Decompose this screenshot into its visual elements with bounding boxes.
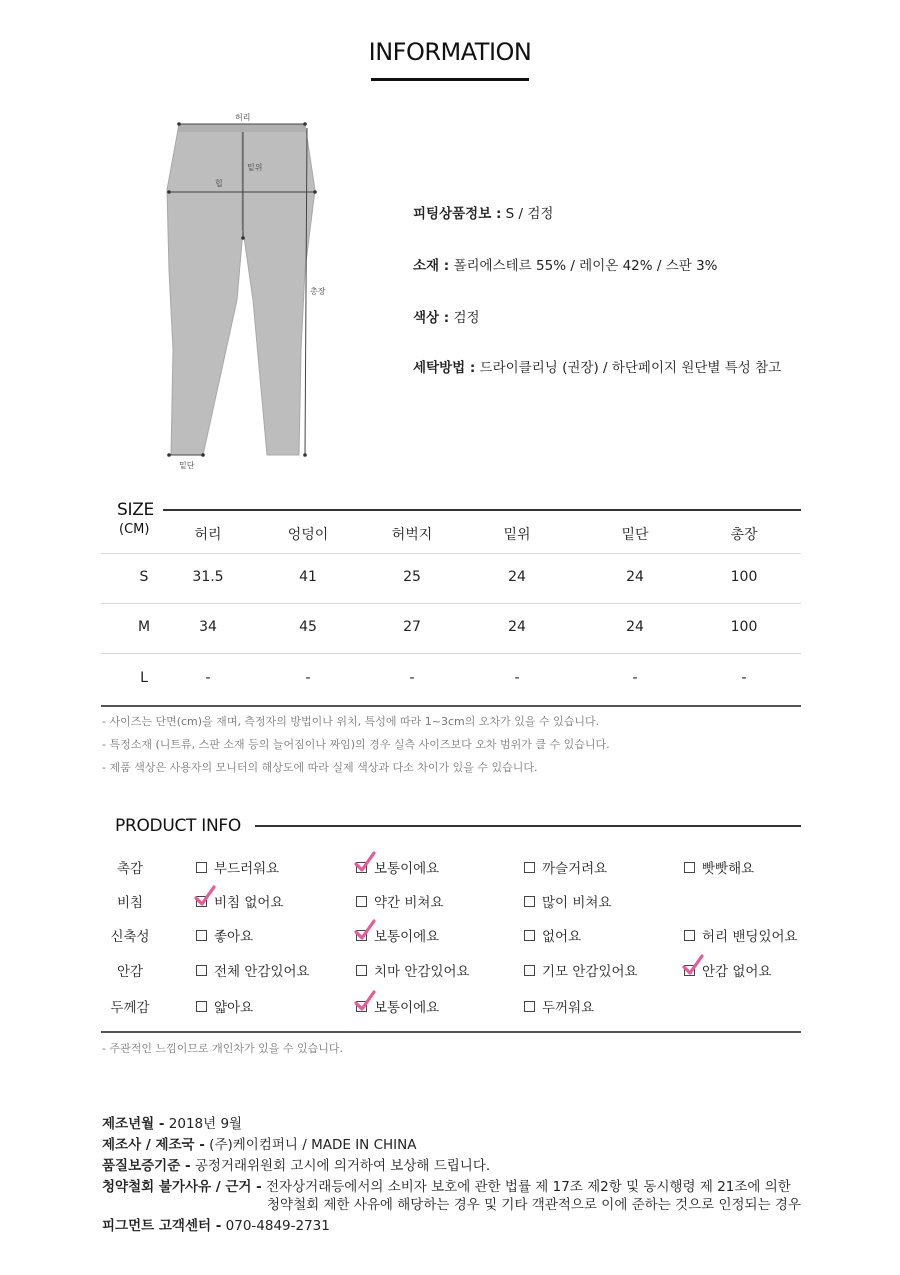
size-unit: (CM) [119, 522, 150, 537]
checkbox-icon [524, 862, 535, 873]
size-cell: 100 [730, 619, 758, 635]
product-option [356, 996, 439, 1016]
product-option-label: 보통이에요 [374, 861, 440, 877]
size-cell: - [409, 670, 415, 686]
waist-dim-label: 허리 [235, 113, 251, 122]
size-cell: 24 [508, 569, 526, 585]
product-option-label: 두꺼워요 [542, 1000, 595, 1016]
rise-dim-label: 밑위 [247, 163, 263, 172]
product-attr-label: 두께감 [110, 1000, 150, 1016]
size-cell: 24 [508, 619, 526, 635]
product-option-label: 보통이에요 [374, 1000, 440, 1016]
size-row-label: S [139, 569, 149, 585]
size-cell: 31.5 [192, 569, 224, 585]
product-option-label: 전체 안감있어요 [214, 964, 310, 980]
info-material: 소재 : 폴리에스테르 55% / 레이온 42% / 스판 3% [413, 258, 718, 274]
checkmark-icon [682, 954, 704, 976]
checked-box-icon [356, 1001, 367, 1012]
product-option [684, 925, 798, 945]
product-option-label: 비침 없어요 [214, 895, 284, 911]
size-cell: - [632, 670, 638, 686]
length-dim-label: 총장 [310, 287, 326, 296]
checkbox-icon [356, 896, 367, 907]
size-note-1: - 사이즈는 단면(cm)을 재며, 측정자의 방법이나 위치, 특성에 따라 1~3cm의 오차가 있을 수 있습니다. [102, 715, 600, 728]
checkmark-icon [194, 885, 216, 907]
product-option [524, 857, 607, 877]
product-option-label: 많이 비쳐요 [542, 895, 612, 911]
checkbox-icon [196, 862, 207, 873]
checkbox-icon [684, 862, 695, 873]
checked-box-icon [684, 965, 695, 976]
product-option [196, 891, 284, 911]
size-cell: 27 [403, 619, 421, 635]
product-option [356, 891, 444, 911]
checkbox-icon [524, 1001, 535, 1012]
info-fitting: 피팅상품정보 : S / 검정 [413, 206, 554, 222]
product-option-label: 빳빳해요 [702, 861, 755, 877]
size-note-3: - 제품 색상은 사용자의 모니터의 해상도에 따라 실제 색상과 다소 차이가 있을 수 있습니다. [102, 761, 538, 774]
size-cell: 100 [730, 569, 758, 585]
size-cell: - [514, 670, 520, 686]
checked-box-icon [356, 862, 367, 873]
size-cell: 41 [299, 569, 317, 585]
product-option [356, 960, 470, 980]
checkbox-icon [524, 930, 535, 941]
pants-shape [167, 124, 315, 455]
page-title: INFORMATION [368, 38, 532, 66]
product-option-label: 없어요 [542, 929, 582, 945]
maker-warranty: 품질보증기준 - 공정거래위원회 고시에 의거하여 보상해 드립니다. [102, 1158, 491, 1174]
info-washing: 세탁방법 : 드라이클리닝 (권장) / 하단페이지 원단별 특성 참고 [413, 360, 782, 376]
product-option [356, 857, 439, 877]
size-cell: - [205, 670, 211, 686]
product-info-heading-line [255, 825, 801, 827]
product-option [196, 925, 253, 945]
size-cell: - [741, 670, 747, 686]
maker-withdrawal: 청약철회 불가사유 / 근거 - 전자상거래등에서의 소비자 보호에 관한 법률 제 17조 제2항 및 동시행령 제 21조에 의한 [102, 1179, 791, 1195]
size-cell: - [305, 670, 311, 686]
product-info-heading: PRODUCT INFO [115, 816, 241, 836]
hip-dim-label: 힙 [215, 179, 223, 188]
checkbox-icon [196, 965, 207, 976]
size-row-divider [101, 653, 801, 654]
product-attr-label: 신축성 [110, 929, 150, 945]
product-option-label: 기모 안감있어요 [542, 964, 638, 980]
checkmark-icon [354, 990, 376, 1012]
checkbox-icon [196, 930, 207, 941]
title-underline [371, 78, 529, 81]
product-option-label: 좋아요 [214, 929, 254, 945]
checkbox-icon [524, 896, 535, 907]
pants-size-diagram [155, 110, 345, 480]
product-option [524, 925, 581, 945]
size-col-header: 밑위 [503, 527, 531, 543]
maker-service-center: 피그먼트 고객센터 - 070-4849-2731 [102, 1218, 330, 1234]
product-option-label: 치마 안감있어요 [374, 964, 470, 980]
size-col-header: 허리 [194, 527, 222, 543]
product-option-label: 안감 없어요 [702, 964, 772, 980]
size-row-label: M [137, 619, 151, 635]
product-option [684, 960, 772, 980]
product-info-bottom-line [101, 1031, 801, 1033]
size-table-bottom-line [101, 705, 801, 707]
product-option-label: 얇아요 [214, 1000, 254, 1016]
checkmark-icon [354, 851, 376, 873]
product-option [356, 925, 439, 945]
size-heading: SIZE [117, 500, 154, 520]
product-option-label: 허리 밴딩있어요 [702, 929, 798, 945]
maker-date: 제조년월 - 2018년 9월 [102, 1116, 243, 1132]
size-col-header: 엉덩이 [287, 527, 329, 543]
waistband [178, 124, 306, 132]
size-cell: 25 [403, 569, 421, 585]
checkbox-icon [684, 930, 695, 941]
product-attr-label: 비침 [116, 895, 144, 911]
size-row-divider [101, 603, 801, 604]
product-option-label: 약간 비쳐요 [374, 895, 444, 911]
product-option-label: 까슬거려요 [542, 861, 608, 877]
checkbox-icon [356, 965, 367, 976]
size-row-divider [101, 553, 801, 554]
checked-box-icon [356, 930, 367, 941]
product-option [524, 960, 638, 980]
size-cell: 24 [626, 619, 644, 635]
product-option-label: 보통이에요 [374, 929, 440, 945]
product-option-label: 부드러워요 [214, 861, 280, 877]
checked-box-icon [196, 896, 207, 907]
product-option [196, 960, 310, 980]
checkbox-icon [524, 965, 535, 976]
size-row-label: L [140, 670, 148, 686]
size-cell: 34 [199, 619, 217, 635]
checkbox-icon [196, 1001, 207, 1012]
size-note-2: - 특정소재 (니트류, 스판 소재 등의 늘어짐이나 짜임)의 경우 실측 사이즈보다 오차 범위가 클 수 있습니다. [102, 738, 610, 751]
product-option [684, 857, 754, 877]
maker-company: 제조사 / 제조국 - (주)케이컴퍼니 / MADE IN CHINA [102, 1137, 417, 1153]
size-col-header: 밑단 [621, 527, 649, 543]
product-option [524, 891, 612, 911]
product-option [196, 996, 253, 1016]
size-col-header: 총장 [730, 527, 758, 543]
maker-withdrawal-cont: 청약철회 제한 사유에 해당하는 경우 및 기타 객관적으로 이에 준하는 것으로 인정되는 경우 [267, 1197, 802, 1213]
info-color: 색상 : 검정 [413, 310, 480, 326]
product-attr-label: 안감 [116, 964, 144, 980]
pants-illustration [155, 110, 345, 480]
size-col-header: 허벅지 [391, 527, 433, 543]
product-attr-label: 촉감 [116, 861, 144, 877]
product-option [196, 857, 279, 877]
checkmark-icon [354, 919, 376, 941]
product-option [524, 996, 594, 1016]
size-heading-line [163, 509, 801, 511]
hem-dim-label: 밑단 [179, 461, 195, 470]
size-cell: 24 [626, 569, 644, 585]
size-cell: 45 [299, 619, 317, 635]
product-info-note: - 주관적인 느낌이므로 개인차가 있을 수 있습니다. [102, 1042, 343, 1055]
